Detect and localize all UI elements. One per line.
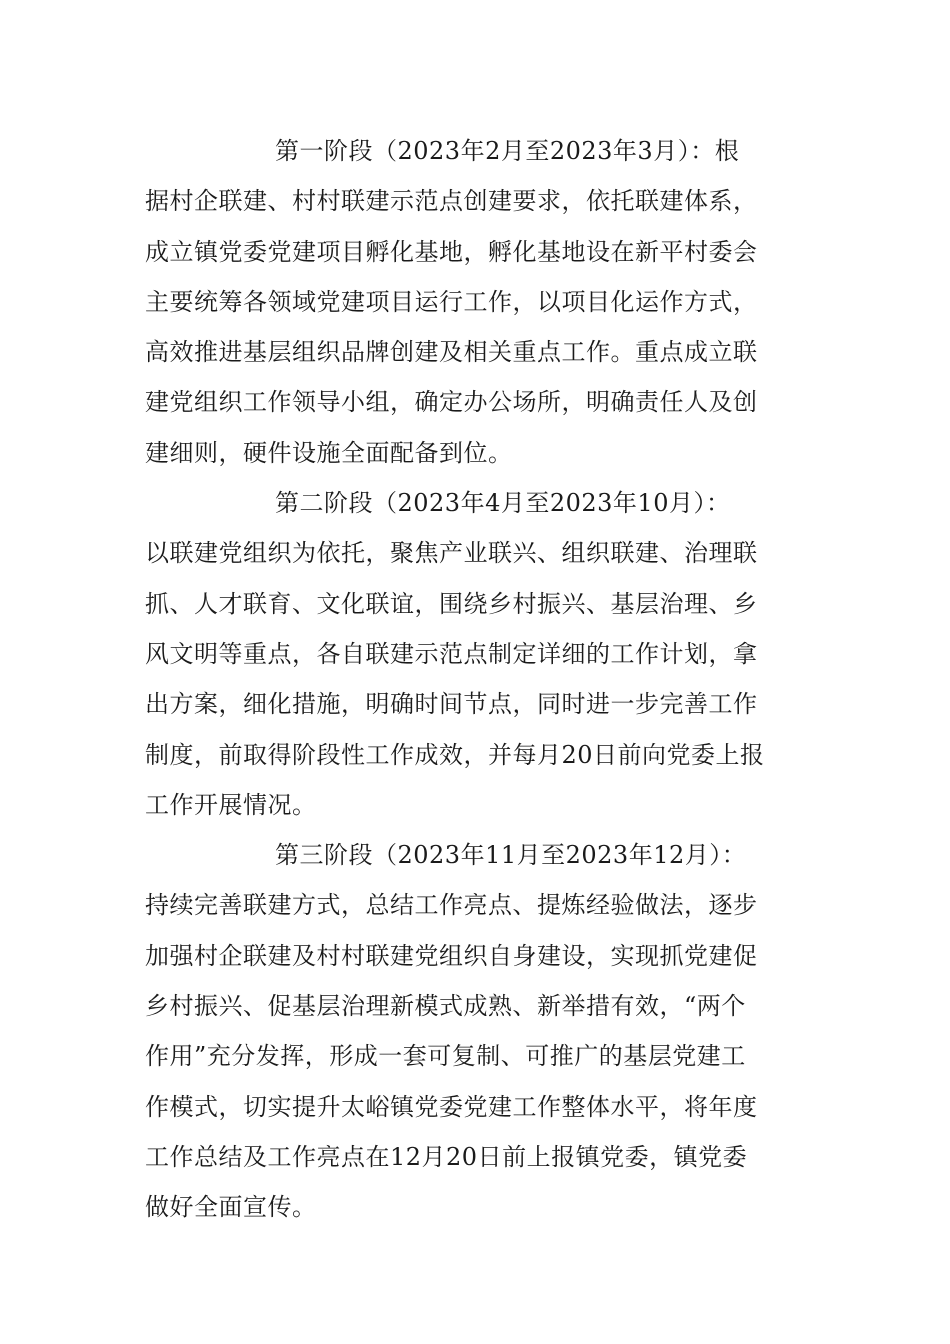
paragraph-line: 作模式，切实提升太峪镇党委党建工作整体水平，将年度 [145, 1092, 758, 1121]
paragraph-line: 出方案，细化措施，明确时间节点，同时进一步完善工作 [145, 690, 758, 719]
paragraph-line: 抓、人才联育、文化联谊，围绕乡村振兴、基层治理、乡 [145, 589, 758, 618]
paragraph-line: 加强村企联建及村村联建党组织自身建设，实现抓党建促 [145, 941, 758, 970]
paragraph-line: 风文明等重点，各自联建示范点制定详细的工作计划，拿 [145, 639, 758, 668]
paragraph-line: 作用”充分发挥，形成一套可复制、可推广的基层党建工 [145, 1042, 746, 1071]
document-body [145, 126, 810, 1233]
paragraph-line: 建党组织工作领导小组，确定办公场所，明确责任人及创 [145, 388, 758, 417]
paragraph-line: 据村企联建、村村联建示范点创建要求，依托联建体系， [145, 187, 758, 216]
paragraph-line: 第三阶段（2023年11月至2023年12月）： [275, 841, 747, 870]
paragraph-stage-two [145, 478, 810, 830]
paragraph-line: 持续完善联建方式，总结工作亮点、提炼经验做法，逐步 [145, 891, 758, 920]
paragraph-line: 做好全面宣传。 [145, 1193, 317, 1222]
paragraph-line: 制度，前取得阶段性工作成效，并每月20日前向党委上报 [145, 740, 765, 769]
paragraph-line: 工作开展情况。 [145, 790, 317, 819]
paragraph-line: 建细则，硬件设施全面配备到位。 [145, 438, 513, 467]
paragraph-line: 高效推进基层组织品牌创建及相关重点工作。重点成立联 [145, 338, 758, 367]
paragraph-line: 乡村振兴、促基层治理新模式成熟、新举措有效，“两个 [145, 992, 746, 1021]
paragraph-line: 成立镇党委党建项目孵化基地，孵化基地设在新平村委会 [145, 237, 758, 266]
paragraph-line: 以联建党组织为依托，聚焦产业联兴、组织联建、治理联 [145, 539, 758, 568]
paragraph-line: 第一阶段（2023年2月至2023年3月）：根 [275, 137, 740, 165]
paragraph-line: 第二阶段（2023年4月至2023年10月）： [275, 489, 731, 518]
paragraph-line: 主要统筹各领域党建项目运行工作，以项目化运作方式， [145, 287, 758, 316]
paragraph-stage-three [145, 830, 810, 1232]
paragraph-line: 工作总结及工作亮点在12月20日前上报镇党委，镇党委 [145, 1142, 748, 1171]
paragraph-stage-one [145, 126, 810, 478]
